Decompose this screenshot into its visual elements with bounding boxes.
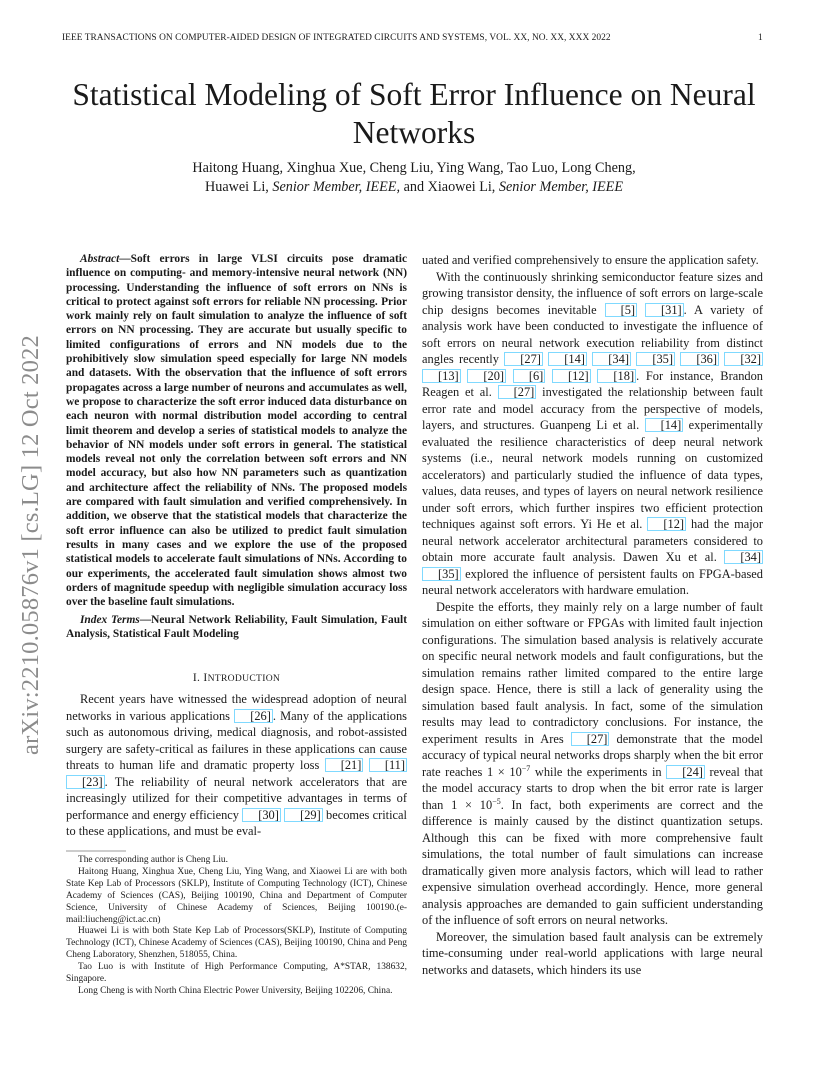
arxiv-stamp: arXiv:2210.05876v1 [cs.LG] 12 Oct 2022 xyxy=(17,335,44,755)
citation-link[interactable]: [35] xyxy=(636,352,675,366)
citation-link[interactable]: [23] xyxy=(66,775,105,789)
citation-link[interactable]: [14] xyxy=(548,352,587,366)
citation-link[interactable]: [20] xyxy=(467,369,506,383)
footnote: The corresponding author is Cheng Liu. xyxy=(78,855,228,865)
author-line-2: Huawei Li, Senior Member, IEEE, and Xiaowei Li, Senior Member, IEEE xyxy=(204,179,624,195)
citation-link[interactable]: [13] xyxy=(422,369,461,383)
abstract-text: —Soft errors in large VLSI circuits pose dramatic influence on computing- and memory-intensive neural network (NN) processing. Understanding the influence of soft errors on NNs is critical to protect against soft errors for reliable NN processing. Prior work mainly rely on fault simulation to analyze the influence of soft errors on NN processing. They are accurate but usually specific to limited configurations of errors and NN models due to the prohibitively slow simulation speed especially for large NN models and datasets. With the observation that the influence of soft errors propagates across a large number of neurons and accumulates as well, we propose to characterize the soft error induced data disturbance on each neuron with normal distribution model according to central limit theorem and develop a series of statistical models to analyze the behavior of NN models under soft errors in general. The statistical models reveal not only the correlation between soft errors and NN model accuracy, but also how NN parameters such as quantization and architecture affect the reliability of NNs. The proposed models are compared with fault simulation and verified comprehensively. In addition, we observe that the statistical models that characterize the soft error influence can also be utilized to predict fault simulation results in many cases and we explore the use of the proposed statistical models to accelerate fault simulations of NNs. According to our experiments, the accelerated fault simulation shows almost two orders of magnitude speedup with negligible simulation accuracy loss over the baseline fault simulations. xyxy=(66,253,407,609)
citation-link[interactable]: [27] xyxy=(504,352,543,366)
citation-link[interactable]: [35] xyxy=(422,567,461,581)
running-header: IEEE TRANSACTIONS ON COMPUTER-AIDED DESIGN OF INTEGRATED CIRCUITS AND SYSTEMS, VOL. XX, NO. XX, XXX 2022 xyxy=(62,33,611,43)
citation-link[interactable]: [34] xyxy=(592,352,631,366)
citation-link[interactable]: [12] xyxy=(647,517,686,531)
author-list xyxy=(60,159,768,197)
author-line-1: Haitong Huang, Xinghua Xue, Cheng Liu, Ying Wang, Tao Luo, Long Cheng, xyxy=(192,160,636,176)
citation-link[interactable]: [36] xyxy=(680,352,719,366)
intro-paragraph-2: With the continuously shrinking semiconductor feature sizes and growing transistor density, the influence of soft errors on large-scale chip designs becomes inevitable [5] [31] . A variety of analysis work have been conducted to investigate the influence of soft errors on neural network execution reliability from distinct angles recently [27] [14] [34] [35] [36] [32] [13] [20] [6] [12] [18] . For instance, Brandon Reagen et al. [27] investigated the relationship between fault error rate and model accuracy from the perspective of models, layers, and structures. Guanpeng Li et al. [14] experimentally evaluated the resilience characteristics of deep neural network systems (i.e., neural network models running on customized accelerators) and particularly studied the influence of data types, values, data reuses, and types of layers on neural network resilience under soft errors, which further inspires two efficient protection techniques against soft errors. Yi He et al. [12] had the major neural network accelerator architectural parameters considered to obtain more accurate fault analysis. Dawen Xu et al. [34] [35] explored the influence of persistent faults on FPGA-based neural network accelerators with hardware emulation. xyxy=(422,269,763,597)
citation-link[interactable]: [31] xyxy=(645,303,684,317)
citation-link[interactable]: [27] xyxy=(571,732,610,746)
index-terms-text: —Neural Network Reliability, Fault Simulation, Fault Analysis, Statistical Fault Modeling xyxy=(66,614,407,641)
intro-paragraph-3: Despite the efforts, they mainly rely on a large number of fault simulation on either software or FPGAs with limited fault injection configurations. The simulation based analysis is relatively accurate on specific neural network models and fault configurations, but the simulation remains rather limited compared to the entire large design space. Hence, there is still a lack of generality using the simulation based fault analysis. In fact, some of the simulation results may lead to contradictory conclusions. For instance, the experiment results in Ares [27] demonstrate that the model accuracy of typical neural networks drops sharply when the bit error rate reaches $1 \times 10^{-7}$ while the experiments in [24] reveal that the model accuracy starts to drop when the bit error rate is larger than $1 \times 10^{-5}$. In fact, both experiments are correct and the difference is mainly caused by the distinct quantization setups. Although this can be fixed with more comprehensive fault simulations, the total number of fault simulations can increase dramatically given more analysis factors, which will lead to rather expensive simulation overhead accordingly. Hence, more general analysis approaches are demanded to gain sufficient understanding of the influence of soft errors on neural networks. xyxy=(422,599,763,927)
citation-link[interactable]: [30] xyxy=(242,808,281,822)
index-terms xyxy=(66,613,407,642)
citation-link[interactable]: [21] xyxy=(325,758,364,772)
citation-link[interactable]: [6] xyxy=(513,369,545,383)
footnote: Haitong Huang, Xinghua Xue, Cheng Liu, Ying Wang, and Xiaowei Li are with both State Kep Lab of Processors (SKLP), Institute of Computing Technology (ICT), Chinese Academy of Sciences (CAS), Beijing 100190, China and Department of Computer Science, University of Chinese Academy of Sciences, Beijing 100190.(e-mail:liucheng@ict.ac.cn) xyxy=(66,866,407,925)
citation-link[interactable]: [14] xyxy=(645,418,684,432)
intro-paragraph-4: Moreover, the simulation based fault analysis can be extremely time-consuming under real-world applications with large neural networks and datasets, which hinders its use xyxy=(422,929,763,977)
citation-link[interactable]: [18] xyxy=(597,369,636,383)
citation-link[interactable]: [34] xyxy=(724,550,763,564)
citation-link[interactable]: [26] xyxy=(234,709,273,723)
paper-title: Statistical Modeling of Soft Error Influence on Neural Networks xyxy=(72,77,756,150)
footnote: Huawei Li is with both State Kep Lab of Processors(SKLP), Institute of Computing Technology (ICT), Chinese Academy of Sciences (CAS), Beijing 100190, China and Peng Cheng Laboratory, Shenzhen, 518055, China. xyxy=(66,926,407,961)
footnote-rule xyxy=(66,850,126,852)
citation-link[interactable]: [5] xyxy=(605,303,637,317)
index-terms-label: Index Terms xyxy=(80,614,140,626)
intro-paragraph-1: Recent years have witnessed the widespread adoption of neural networks in various applications [26] . Many of the applications such as autonomous driving, medical diagnosis, and robot-assisted surgery are safety-critical as failures in these applications can cause threats to human life and dramatic property loss [21] [11] [23] . The reliability of neural network accelerators that are increasingly utilized for their competitive advantages in terms of performance and energy efficiency [30] [29] becomes critical to these applications, and must be eval- xyxy=(66,692,407,838)
abstract-label: Abstract xyxy=(80,253,120,265)
citation-link[interactable]: [29] xyxy=(284,808,323,822)
intro-paragraph-continued: uated and verified comprehensively to ensure the application safety. xyxy=(422,253,759,267)
abstract xyxy=(66,252,407,609)
footnote: Long Cheng is with North China Electric Power University, Beijing 102206, China. xyxy=(78,985,393,996)
intro-right-body xyxy=(422,252,763,978)
footnote: Tao Luo is with Institute of High Performance Computing, A*STAR, 138632, Singapore. xyxy=(66,962,407,985)
citation-link[interactable]: [24] xyxy=(666,765,705,779)
page-number: 1 xyxy=(758,33,763,43)
citation-link[interactable]: [11] xyxy=(369,758,407,772)
intro-left-body xyxy=(66,691,407,840)
footnotes xyxy=(66,855,407,998)
citation-link[interactable]: [32] xyxy=(724,352,763,366)
citation-link[interactable]: [27] xyxy=(498,385,537,399)
citation-link[interactable]: [12] xyxy=(552,369,591,383)
section-heading-introduction: I. INTRODUCTION xyxy=(192,671,281,684)
